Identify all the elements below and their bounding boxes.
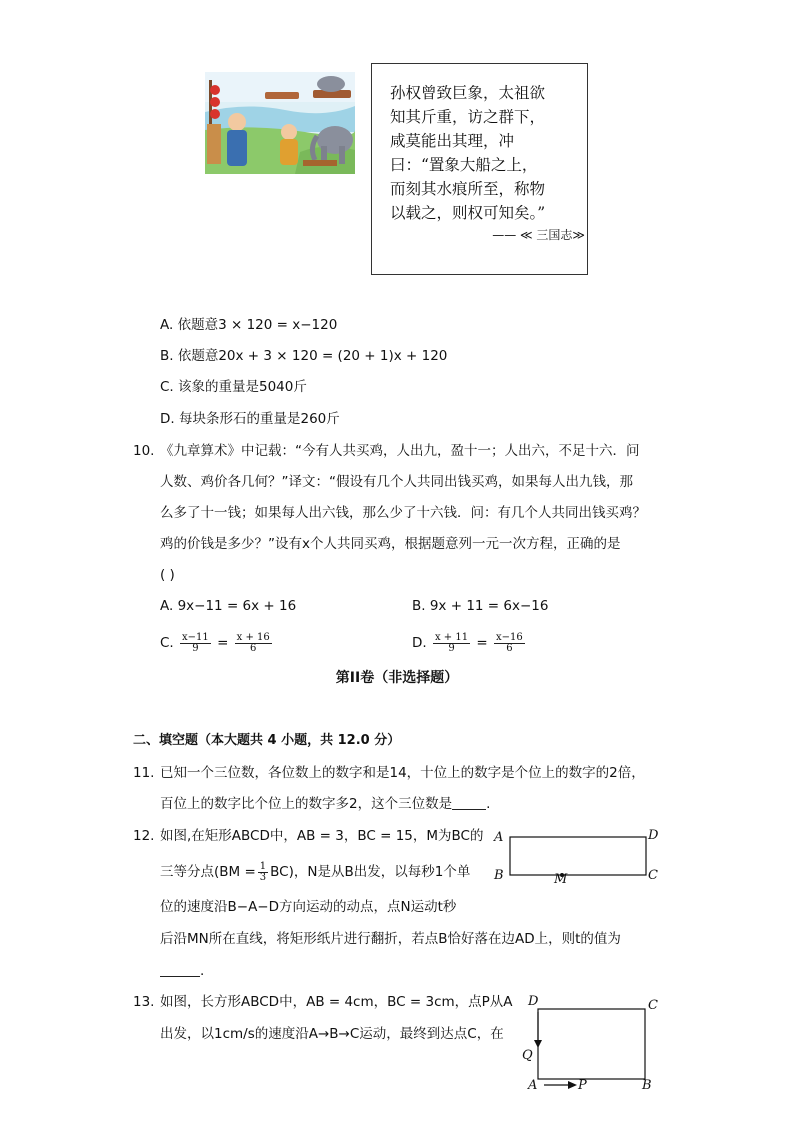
equals-sign: = <box>217 635 229 651</box>
q11-line-2: 百位上的数字比个位上的数字多2，这个三位数是 . <box>160 796 491 812</box>
q11-answer-blank[interactable] <box>452 795 486 810</box>
q12-fraction-one-third: $\frac{1}{3}$ <box>259 860 267 883</box>
q9-option-c: C. 该象的重量是5040斤 <box>160 379 307 395</box>
q10-option-a: A. 9x−11 = 6x + 16 <box>160 598 297 614</box>
q12-label-b: B <box>494 868 504 883</box>
quote-line-2: 知其斤重，访之群下， <box>390 108 546 126</box>
quote-line-6: 以载之，则权可知矣。” <box>390 204 546 222</box>
q9-option-a: A. 依题意3 × 120 = x−120 <box>160 317 338 333</box>
q10-line-5: ( ) <box>160 567 175 583</box>
q13-line-1: 如图，长方形ABCD中，AB = 4cm，BC = 3cm，点P从A <box>160 994 513 1010</box>
elephant-story-illustration <box>205 72 355 174</box>
q11-line-1: 已知一个三位数，各位数上的数字和是14，十位上的数字是个位上的数字的2倍， <box>160 765 645 781</box>
q13-label-p: P <box>578 1078 587 1093</box>
q10-option-c-right-fraction: $\frac{x + 16}{6}$ <box>236 631 270 654</box>
q13-line-2: 出发，以1cm/s的速度沿A→B→C运动，最终到达点C，在 <box>160 1026 504 1042</box>
q10-option-d-left-fraction: $\frac{x + 11}{9}$ <box>434 631 469 654</box>
q12-line-3: 位的速度沿B−A−D方向运动的动点，点N运动t秒 <box>160 899 457 915</box>
q12-answer-line: . <box>160 961 204 981</box>
q12-number: 12. <box>133 828 155 844</box>
q12-rectangle-svg <box>490 826 665 886</box>
section2-title: 二、填空题（本大题共 4 小题，共 12.0 分） <box>133 733 401 748</box>
q10-option-d-right-fraction: $\frac{x-16}{6}$ <box>496 631 523 654</box>
q12-rectangle-figure <box>490 826 665 886</box>
arrow-down-icon <box>534 1040 542 1048</box>
q10-option-c-left-fraction: $\frac{x-11}{9}$ <box>182 631 209 654</box>
q10-line-2: 人数、鸡价各几何？”译文：“假设有几个人共同出钱买鸡，如果每人出九钱，那 <box>160 474 633 490</box>
q13-label-d: D <box>528 994 539 1009</box>
q12-rectangle <box>510 837 646 875</box>
q13-label-q: Q <box>522 1048 533 1063</box>
q11-number: 11. <box>133 765 155 781</box>
q10-option-d-label: D. <box>412 635 427 651</box>
q12-line-2: 三等分点(BM = $\frac{1}{3}$ BC)，N是从B出发，以每秒1个单 <box>160 860 471 883</box>
q13-label-a: A <box>528 1078 538 1093</box>
q13-label-c: C <box>648 998 658 1013</box>
q12-label-d: D <box>648 828 659 843</box>
q13-rectangle <box>538 1009 645 1079</box>
q13-label-b: B <box>642 1078 652 1093</box>
quote-source: —— ≪ 三国志≫ <box>492 228 585 242</box>
q10-line-1: 《九章算术》中记载：“今有人共买鸡，人出九，盈十一；人出六，不足十六．问 <box>160 443 640 459</box>
q9-option-b: B. 依题意20x + 3 × 120 = (20 + 1)x + 120 <box>160 348 448 364</box>
equals-sign: = <box>476 635 488 651</box>
q12-label-a: A <box>494 830 504 845</box>
q12-line-1: 如图,在矩形ABCD中，AB = 3，BC = 15，M为BC的 <box>160 828 484 844</box>
volume-title: 第II卷（非选择题） <box>335 670 459 686</box>
illustration-art <box>205 72 355 174</box>
q10-option-d <box>412 630 527 656</box>
q12-label-m: M <box>554 872 568 887</box>
q13-rectangle-figure <box>520 992 665 1094</box>
quote-line-4: 曰：“置象大船之上， <box>390 156 538 174</box>
q11-line-2-text: 百位上的数字比个位上的数字多2，这个三位数是 <box>160 796 453 812</box>
quote-line-5: 而刻其水痕所至，称物 <box>390 180 546 198</box>
q12-label-c: C <box>648 868 658 883</box>
q10-line-3: 么多了十一钱；如果每人出六钱，那么少了十六钱．问：有几个人共同出钱买鸡？ <box>160 505 646 521</box>
arrow-right-icon <box>568 1081 577 1089</box>
quote-line-1: 孙权曾致巨象，太祖欲 <box>390 84 546 102</box>
q13-number: 13. <box>133 994 155 1010</box>
q12-line-4: 后沿MN所在直线，将矩形纸片进行翻折，若点B恰好落在边AD上，则t的值为 <box>160 931 621 947</box>
q12-answer-blank[interactable] <box>160 962 200 977</box>
q10-option-c-label: C. <box>160 635 174 651</box>
quote-box <box>371 63 588 275</box>
q10-line-4: 鸡的价钱是多少？”设有x个人共同买鸡，根据题意列一元一次方程，正确的是 <box>160 536 621 552</box>
q10-option-b: B. 9x + 11 = 6x−16 <box>412 598 549 614</box>
q10-number: 10. <box>133 443 155 459</box>
q10-option-c <box>160 630 274 656</box>
q9-option-d: D. 每块条形石的重量是260斤 <box>160 411 340 427</box>
quote-line-3: 咸莫能出其理，冲 <box>390 132 515 150</box>
